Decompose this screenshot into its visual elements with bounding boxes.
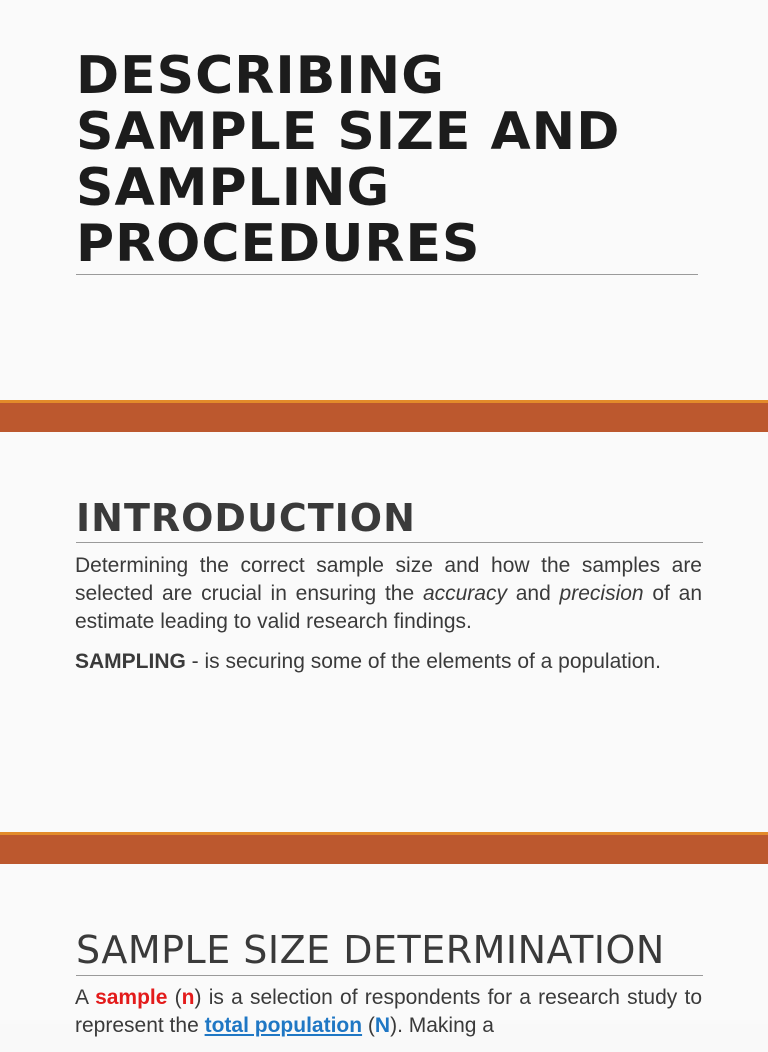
title-slide <box>0 0 768 400</box>
slide-body <box>75 984 702 1052</box>
slide-body <box>75 552 702 688</box>
text-run: ) is a selection of respondents for a research study to represent the <box>75 986 703 1037</box>
text-run: Determining the correct sample size and how the samples are selected are crucial in ensuring the <box>75 554 702 605</box>
title-line: SAMPLE SIZE AND <box>76 102 621 162</box>
emphasis-accuracy: accuracy <box>422 582 507 605</box>
title-line: DESCRIBING <box>76 46 445 106</box>
text-run: and <box>506 582 560 605</box>
paragraph <box>75 552 702 636</box>
text-run: ( <box>362 1014 375 1037</box>
definition-text: - is securing some of the elements of a population. <box>185 650 661 673</box>
symbol-N: N <box>374 1014 391 1037</box>
text-run: ( <box>167 986 182 1009</box>
term-sampling: SAMPLING <box>75 650 186 673</box>
paragraph <box>75 984 702 1040</box>
section-heading: SAMPLE SIZE DETERMINATION <box>76 928 665 972</box>
slide-divider <box>0 400 768 432</box>
slide-divider <box>0 832 768 864</box>
text-run: of an estimate leading to valid research findings. <box>75 582 702 633</box>
text-run: ). Making a <box>390 1014 494 1037</box>
title-underline <box>76 274 698 275</box>
section-heading: INTRODUCTION <box>76 496 416 540</box>
slide-title <box>76 48 716 272</box>
term-sample: sample <box>95 986 168 1009</box>
emphasis-precision: precision <box>559 582 644 605</box>
symbol-n: n <box>181 986 195 1009</box>
heading-underline <box>76 542 703 543</box>
heading-underline <box>76 975 703 976</box>
term-total-population: total population <box>204 1014 363 1037</box>
sample-size-slide <box>0 864 768 1037</box>
title-line: SAMPLING <box>76 158 391 218</box>
paragraph <box>75 648 702 676</box>
text-run: A <box>75 986 96 1009</box>
introduction-slide <box>0 432 768 832</box>
title-line: PROCEDURES <box>76 214 481 274</box>
